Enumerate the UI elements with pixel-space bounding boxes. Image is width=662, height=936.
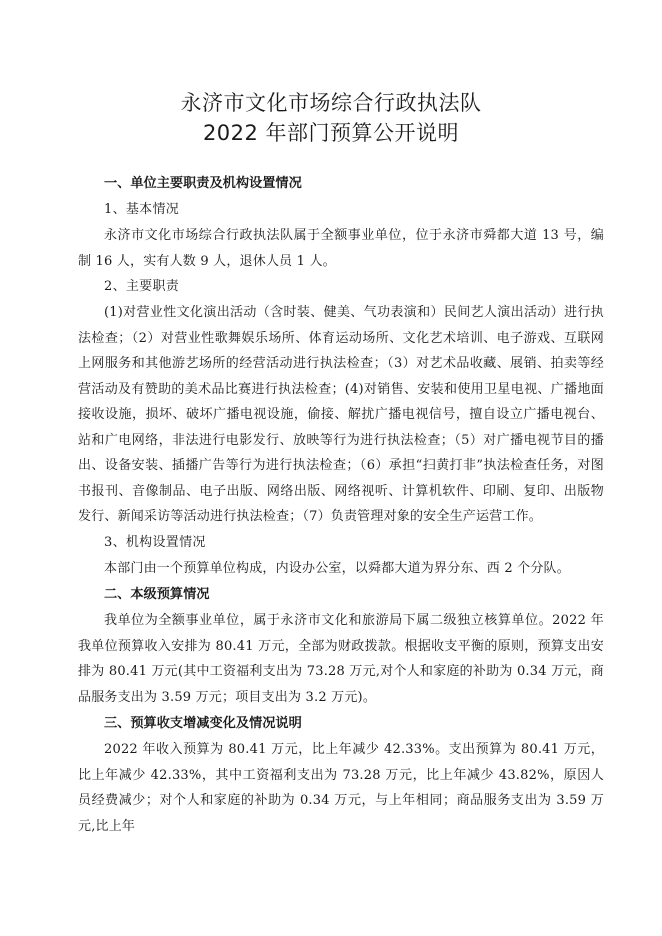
paragraph-organization: 本部门由一个预算单位构成，内设办公室，以舜都大道为界分东、西 2 个分队。 (104, 560, 570, 576)
subsection-heading-1-3: 3、机构设置情况 (104, 534, 206, 550)
document-title-line2: 2022 年部门预算公开说明 (202, 121, 460, 145)
document-body (78, 170, 604, 839)
document-title-line1: 永济市文化市场综合行政执法队 (180, 91, 482, 115)
paragraph-basic-info: 永济市文化市场综合行政执法队属于全额事业单位，位于永济市舜都大道 13 号，编制 16 人，实有人数 9 人，退休人员 1 人。 (78, 228, 604, 269)
section-heading-3: 三、预算收支增减变化及情况说明 (104, 716, 302, 731)
subsection-heading-1-1: 1、基本情况 (104, 202, 180, 217)
section-heading-2: 二、本级预算情况 (104, 587, 210, 602)
section-heading-1: 一、单位主要职责及机构设置情况 (104, 176, 302, 191)
paragraph-budget: 我单位为全额事业单位，属于永济市文化和旅游局下属二级独立核算单位。2022 年我单位预算收入安排为 80.41 万元，全部为财政拨款。根据收支平衡的原则，预算支出安排为 80.41 万元(其中工资福利支出为 73.28 万元,对个人和家庭的补助为 0.34 万元，商品服务支出为 3.59 万元；项目支出为 3.2 万元)。 (78, 613, 604, 705)
paragraph-main-duties: (1)对营业性文化演出活动（含时装、健美、气功表演和）民间艺人演出活动）进行执法检查；（2）对营业性歌舞娱乐场所、体育运动场所、文化艺术培训、电子游戏、互联网上网服务和其他游艺场所的经营活动进行执法检查；（3）对艺术品收藏、展销、拍卖等经营活动及有赞助的美术品比赛进行执法检查；(4)对销售、安装和使用卫星电视、广播地面接收设施，损坏、破坏广播电视设施，偷接、解扰广播电视信号，擅自设立广播电视台、站和广电网络，非法进行电影发行、放映等行为进行执法检查；（5）对广播电视节目的播出、设备安装、插播广告等行为进行执法检查；（6）承担“扫黄打非”执法检查任务，对图书报刊、音像制品、电子出版、网络出版、网络视听、计算机软件、印刷、复印、出版物发行、新闻采访等活动进行执法检查；（7）负责管理对象的安全生产运营工作。 (78, 305, 604, 524)
subsection-heading-1-2: 2、主要职责 (104, 279, 180, 294)
paragraph-budget-changes: 2022 年收入预算为 80.41 万元，比上年减少 42.33%。支出预算为 80.41 万元，比上年减少 42.33%，其中工资福利支出为 73.28 万元，比上年减少 43.82%，原因人员经费减少；对个人和家庭的补助为 0.34 万元，与上年相同；商品服务支出为 3.59 万元,比上年 (78, 742, 604, 834)
